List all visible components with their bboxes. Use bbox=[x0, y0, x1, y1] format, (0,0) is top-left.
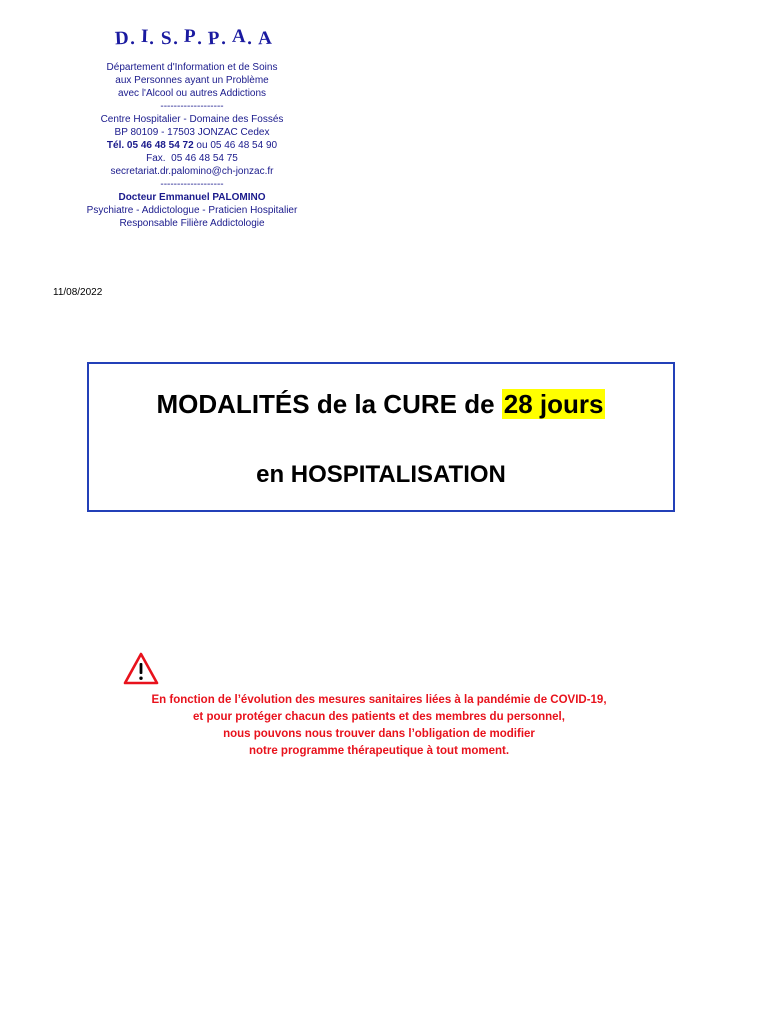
org-line-3: avec l'Alcool ou autres Addictions bbox=[117, 88, 267, 99]
document-date: 11/08/2022 bbox=[53, 287, 103, 298]
logo-letter: . bbox=[128, 27, 136, 50]
title-line-1 bbox=[89, 387, 673, 421]
notice-line-3: nous pouvons nous trouver dans l’obligation de modifier bbox=[223, 728, 535, 740]
phone-primary: Tél. 05 46 48 54 72 bbox=[106, 140, 194, 151]
logo-letter: S bbox=[160, 27, 174, 50]
title-prefix: MODALITÉS de la CURE de bbox=[156, 389, 502, 419]
separator: ------------------- bbox=[160, 179, 224, 190]
logo-letter: I bbox=[140, 25, 150, 48]
logo-letter: . bbox=[171, 27, 179, 50]
org-line-1: Département d'Information et de Soins bbox=[106, 62, 278, 73]
notice-line-2: et pour protéger chacun des patients et des membres du personnel, bbox=[193, 711, 565, 723]
fax-line: Fax. 05 46 48 54 75 bbox=[146, 153, 238, 164]
logo-letter: P bbox=[183, 25, 197, 48]
title-highlight: 28 jours bbox=[503, 389, 604, 419]
logo-letter: . bbox=[148, 27, 156, 50]
org-line-2: aux Personnes ayant un Problème bbox=[115, 75, 269, 86]
email-line: secretariat.dr.palomino@ch-jonzac.fr bbox=[110, 166, 274, 177]
logo-letter: D bbox=[114, 27, 131, 50]
logo-letter: P bbox=[207, 27, 222, 50]
covid-notice bbox=[125, 692, 633, 760]
logo-letter: . bbox=[246, 27, 254, 50]
phone-separator: ou bbox=[193, 140, 211, 151]
title-line-2: en HOSPITALISATION bbox=[256, 461, 506, 488]
notice-line-1: En fonction de l’évolution des mesures sanitaires liées à la pandémie de COVID-19, bbox=[151, 694, 607, 706]
notice-line-4: notre programme thérapeutique à tout moment. bbox=[248, 745, 510, 757]
logo-letter: . bbox=[196, 27, 203, 50]
logo-letter: . bbox=[220, 27, 228, 50]
address-line-2: BP 80109 - 17503 JONZAC Cedex bbox=[114, 127, 270, 138]
separator: ------------------- bbox=[160, 101, 224, 112]
phone-alternate: 05 46 48 54 90 bbox=[210, 140, 278, 151]
doctor-name: Docteur Emmanuel PALOMINO bbox=[118, 192, 266, 203]
doctor-responsibility: Responsable Filière Addictologie bbox=[119, 218, 265, 229]
address-line-1: Centre Hospitalier - Domaine des Fossés bbox=[100, 114, 284, 125]
title-box bbox=[87, 362, 675, 512]
logo-letter: A bbox=[231, 25, 248, 48]
phone-line bbox=[62, 139, 322, 152]
doctor-role: Psychiatre - Addictologue - Praticien Hospitalier bbox=[86, 205, 298, 216]
warning-triangle-icon bbox=[123, 652, 159, 686]
dispppaa-logo bbox=[62, 25, 322, 50]
logo-letter: A bbox=[257, 27, 274, 50]
letterhead bbox=[62, 25, 322, 230]
